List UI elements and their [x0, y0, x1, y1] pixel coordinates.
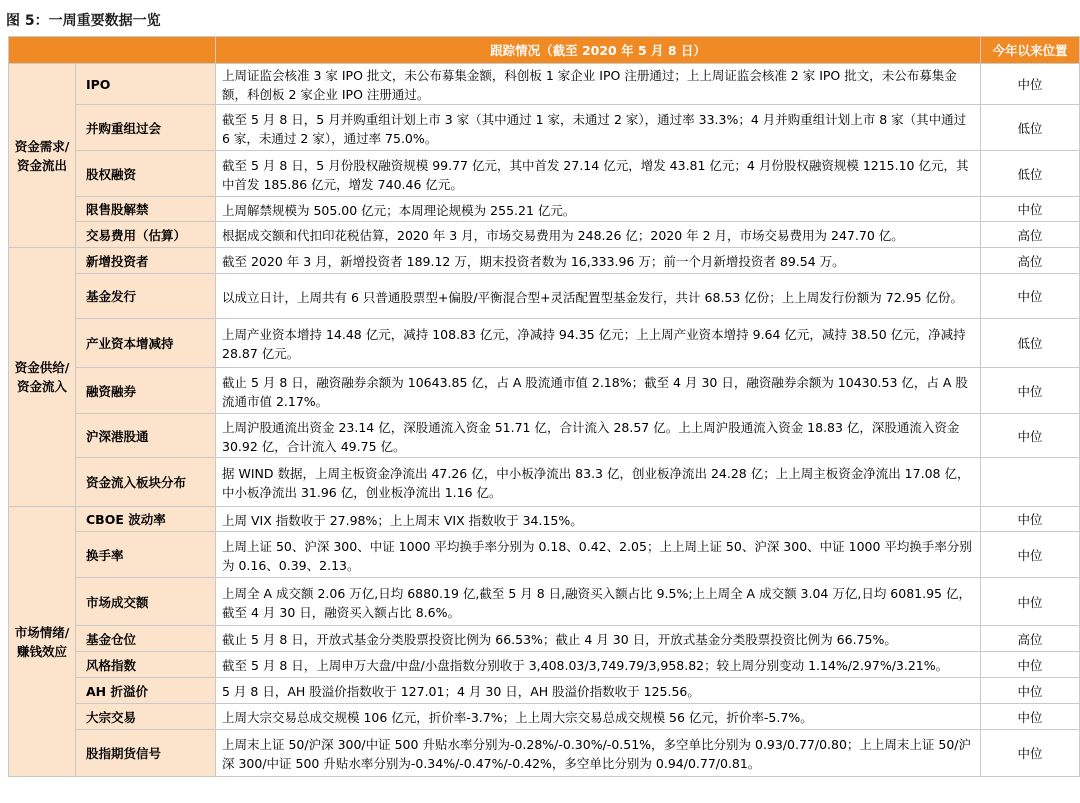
position-cell: 中位 [981, 64, 1080, 105]
position-cell: 中位 [981, 704, 1080, 730]
desc-cell: 上周末上证 50/沪深 300/中证 500 升贴水率分别为-0.28%/-0.30%/-0.51%，多空单比分别为 0.93/0.77/0.80；上上周末上证 50/沪深 300/中证 500 升贴水率分别为-0.34%/-0.47%/-0.42%，多空单比分别为 0.94/0.77/0.81。 [216, 730, 981, 777]
desc-cell: 上周 VIX 指数收于 27.98%；上上周末 VIX 指数收于 34.15%。 [216, 507, 981, 532]
item-cell: 股权融资 [76, 151, 216, 197]
desc-cell: 上周沪股通流出资金 23.14 亿，深股通流入资金 51.71 亿，合计流入 28.57 亿。上上周沪股通流入资金 18.83 亿，深股通流入资金 30.92 亿，合计流入 49.75 亿。 [216, 414, 981, 458]
item-cell: AH 折溢价 [76, 678, 216, 704]
table-row [9, 151, 1080, 197]
table-row [9, 507, 1080, 532]
desc-cell: 上周证监会核准 3 家 IPO 批文，未公布募集金额，科创板 1 家企业 IPO 注册通过；上上周证监会核准 2 家 IPO 批文，未公布募集金额，科创板 2 家企业 IPO 注册通过。 [216, 64, 981, 105]
table-row [9, 652, 1080, 678]
position-cell: 中位 [981, 532, 1080, 578]
desc-cell: 上周大宗交易总成交规模 106 亿元，折价率-3.7%；上上周大宗交易总成交规模 56 亿元，折价率-5.7%。 [216, 704, 981, 730]
header-blank-cell [9, 37, 216, 64]
table-row [9, 704, 1080, 730]
desc-cell: 上周解禁规模为 505.00 亿元；本周理论规模为 255.21 亿元。 [216, 197, 981, 222]
item-cell: 市场成交额 [76, 578, 216, 626]
position-cell: 高位 [981, 626, 1080, 652]
position-cell: 中位 [981, 578, 1080, 626]
desc-cell: 据 WIND 数据，上周主板资金净流出 47.26 亿，中小板净流出 83.3 亿，创业板净流出 24.28 亿；上上周主板资金净流出 17.08 亿，中小板净流出 31.96 亿，创业板净流出 1.16 亿。 [216, 458, 981, 507]
desc-cell: 根据成交额和代扣印花税估算，2020 年 3 月，市场交易费用为 248.26 亿；2020 年 2 月，市场交易费用为 247.70 亿。 [216, 222, 981, 248]
desc-cell: 以成立日计，上周共有 6 只普通股票型+偏股/平衡混合型+灵活配置型基金发行，共计 68.53 亿份；上上周发行份额为 72.95 亿份。 [216, 274, 981, 319]
position-cell: 中位 [981, 507, 1080, 532]
item-cell: 产业资本增减持 [76, 319, 216, 368]
table-row [9, 730, 1080, 777]
item-cell: 资金流入板块分布 [76, 458, 216, 507]
item-cell: 沪深港股通 [76, 414, 216, 458]
item-cell: 基金发行 [76, 274, 216, 319]
desc-cell: 截至 5 月 8 日，5 月份股权融资规模 99.77 亿元，其中首发 27.14 亿元，增发 43.81 亿元；4 月份股权融资规模 1215.10 亿元，其中首发 185.86 亿元，增发 740.46 亿元。 [216, 151, 981, 197]
table-row [9, 626, 1080, 652]
desc-cell: 截止 5 月 8 日，融资融券余额为 10643.85 亿，占 A 股流通市值 2.18%；截至 4 月 30 日，融资融券余额为 10430.53 亿，占 A 股流通市值 2.17%。 [216, 368, 981, 414]
item-cell: 融资融券 [76, 368, 216, 414]
category-label: 资金供给/ 资金流入 [14, 360, 70, 394]
position-cell: 高位 [981, 222, 1080, 248]
table-row [9, 64, 1080, 105]
figure-title: 图 5：一周重要数据一览 [6, 13, 161, 29]
header-position: 今年以来位置 [981, 37, 1080, 64]
category-cell [9, 248, 76, 507]
header-tracking: 跟踪情况（截至 2020 年 5 月 8 日） [216, 37, 981, 64]
table-row [9, 578, 1080, 626]
desc-cell: 上周产业资本增持 14.48 亿元，减持 108.83 亿元，净减持 94.35 亿元；上上周产业资本增持 9.64 亿元，减持 38.50 亿元，净减持 28.87 亿元。 [216, 319, 981, 368]
item-cell: 并购重组过会 [76, 105, 216, 151]
position-cell: 中位 [981, 652, 1080, 678]
desc-cell: 5 月 8 日，AH 股溢价指数收于 127.01；4 月 30 日，AH 股溢价指数收于 125.56。 [216, 678, 981, 704]
position-cell: 低位 [981, 319, 1080, 368]
position-cell: 中位 [981, 730, 1080, 777]
item-cell: 新增投资者 [76, 248, 216, 274]
table-row [9, 222, 1080, 248]
item-cell: 交易费用（估算） [76, 222, 216, 248]
position-cell: 低位 [981, 105, 1080, 151]
desc-cell: 上周上证 50、沪深 300、中证 1000 平均换手率分别为 0.18、0.42、2.05；上上周上证 50、沪深 300、中证 1000 平均换手率分别为 0.16、0.39、2.13。 [216, 532, 981, 578]
item-cell: IPO [76, 64, 216, 105]
table-row [9, 319, 1080, 368]
position-cell: 中位 [981, 414, 1080, 458]
item-cell: 风格指数 [76, 652, 216, 678]
item-cell: 基金仓位 [76, 626, 216, 652]
category-cell [9, 64, 76, 248]
position-cell: 中位 [981, 678, 1080, 704]
desc-cell: 截止 5 月 8 日，开放式基金分类股票投资比例为 66.53%；截止 4 月 30 日，开放式基金分类股票投资比例为 66.75%。 [216, 626, 981, 652]
item-cell: 限售股解禁 [76, 197, 216, 222]
table-row [9, 532, 1080, 578]
item-cell: 换手率 [76, 532, 216, 578]
data-table [8, 36, 1080, 777]
item-cell: CBOE 波动率 [76, 507, 216, 532]
category-label: 市场情绪/ 赚钱效应 [14, 624, 70, 659]
position-cell: 中位 [981, 368, 1080, 414]
desc-cell: 截至 5 月 8 日，上周申万大盘/中盘/小盘指数分别收于 3,408.03/3,749.79/3,958.82；较上周分别变动 1.14%/2.97%/3.21%。 [216, 652, 981, 678]
table-row [9, 458, 1080, 507]
table-row [9, 414, 1080, 458]
position-cell: 中位 [981, 274, 1080, 319]
position-cell: 低位 [981, 151, 1080, 197]
header-row [9, 37, 1080, 64]
position-cell: 中位 [981, 197, 1080, 222]
desc-cell: 截至 5 月 8 日，5 月并购重组计划上市 3 家（其中通过 1 家，未通过 2 家），通过率 33.3%；4 月并购重组计划上市 8 家（其中通过 6 家，未通过 2 家），通过率 75.0%。 [216, 105, 981, 151]
table-row [9, 678, 1080, 704]
item-cell: 大宗交易 [76, 704, 216, 730]
category-label: 资金需求/ 资金流出 [14, 138, 70, 173]
table-row [9, 248, 1080, 274]
desc-cell: 上周全 A 成交额 2.06 万亿,日均 6880.19 亿,截至 5 月 8 日,融资买入额占比 9.5%;上上周全 A 成交额 3.04 万亿,日均 6081.95 亿，截至 4 月 30 日，融资买入额占比 8.6%。 [216, 578, 981, 626]
table-row [9, 105, 1080, 151]
item-cell: 股指期货信号 [76, 730, 216, 777]
table-row [9, 274, 1080, 319]
desc-cell: 截至 2020 年 3 月，新增投资者 189.12 万，期末投资者数为 16,333.96 万；前一个月新增投资者 89.54 万。 [216, 248, 981, 274]
table-row [9, 197, 1080, 222]
table-row [9, 368, 1080, 414]
category-cell [9, 507, 76, 777]
position-cell: 高位 [981, 248, 1080, 274]
position-cell [981, 458, 1080, 507]
